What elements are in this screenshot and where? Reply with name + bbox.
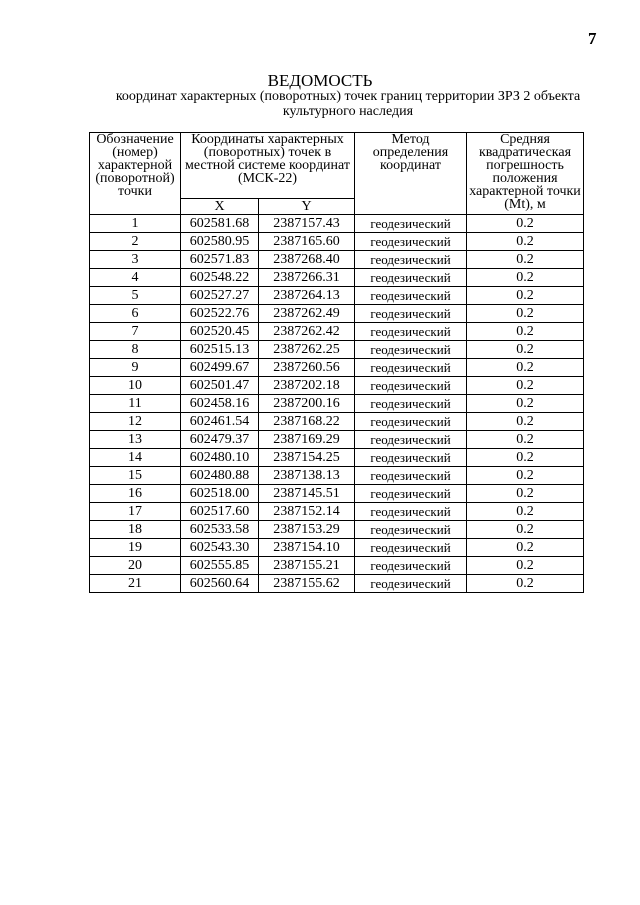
point-number-cell: 11 bbox=[90, 395, 181, 413]
table-row bbox=[90, 359, 584, 377]
accuracy-cell: 0.2 bbox=[467, 575, 584, 593]
accuracy-cell: 0.2 bbox=[467, 305, 584, 323]
point-number-cell: 2 bbox=[90, 233, 181, 251]
method-cell: геодезический bbox=[355, 503, 467, 521]
accuracy-cell: 0.2 bbox=[467, 215, 584, 233]
method-cell: геодезический bbox=[355, 359, 467, 377]
method-cell: геодезический bbox=[355, 323, 467, 341]
y-coordinate-cell: 2387145.51 bbox=[259, 485, 355, 503]
y-coordinate-cell: 2387168.22 bbox=[259, 413, 355, 431]
accuracy-cell: 0.2 bbox=[467, 557, 584, 575]
accuracy-cell: 0.2 bbox=[467, 449, 584, 467]
header-y: Y bbox=[259, 199, 355, 215]
point-number-cell: 1 bbox=[90, 215, 181, 233]
y-coordinate-cell: 2387153.29 bbox=[259, 521, 355, 539]
y-coordinate-cell: 2387157.43 bbox=[259, 215, 355, 233]
x-coordinate-cell: 602548.22 bbox=[181, 269, 259, 287]
method-cell: геодезический bbox=[355, 305, 467, 323]
x-coordinate-cell: 602571.83 bbox=[181, 251, 259, 269]
point-number-cell: 6 bbox=[90, 305, 181, 323]
page-number: 7 bbox=[588, 29, 597, 48]
table-row bbox=[90, 575, 584, 593]
point-number-cell: 21 bbox=[90, 575, 181, 593]
method-cell: геодезический bbox=[355, 251, 467, 269]
x-coordinate-cell: 602580.95 bbox=[181, 233, 259, 251]
table-row bbox=[90, 557, 584, 575]
y-coordinate-cell: 2387264.13 bbox=[259, 287, 355, 305]
accuracy-cell: 0.2 bbox=[467, 395, 584, 413]
document-subtitle: координат характерных (поворотных) точек границ территории ЗРЗ 2 объекта культурного наследия bbox=[115, 89, 581, 119]
x-coordinate-cell: 602515.13 bbox=[181, 341, 259, 359]
coordinates-table bbox=[89, 132, 584, 593]
y-coordinate-cell: 2387200.16 bbox=[259, 395, 355, 413]
method-cell: геодезический bbox=[355, 449, 467, 467]
y-coordinate-cell: 2387169.29 bbox=[259, 431, 355, 449]
accuracy-cell: 0.2 bbox=[467, 503, 584, 521]
method-cell: геодезический bbox=[355, 341, 467, 359]
header-point: Обозначение (номер) характерной (поворотной) точки bbox=[90, 133, 181, 215]
table-row bbox=[90, 341, 584, 359]
accuracy-cell: 0.2 bbox=[467, 359, 584, 377]
accuracy-cell: 0.2 bbox=[467, 377, 584, 395]
x-coordinate-cell: 602560.64 bbox=[181, 575, 259, 593]
method-cell: геодезический bbox=[355, 521, 467, 539]
point-number-cell: 15 bbox=[90, 467, 181, 485]
table-row bbox=[90, 269, 584, 287]
header-method: Метод определения координат bbox=[355, 133, 467, 215]
table-row bbox=[90, 233, 584, 251]
method-cell: геодезический bbox=[355, 395, 467, 413]
method-cell: геодезический bbox=[355, 215, 467, 233]
method-cell: геодезический bbox=[355, 431, 467, 449]
accuracy-cell: 0.2 bbox=[467, 539, 584, 557]
accuracy-cell: 0.2 bbox=[467, 233, 584, 251]
method-cell: геодезический bbox=[355, 485, 467, 503]
method-cell: геодезический bbox=[355, 269, 467, 287]
y-coordinate-cell: 2387155.62 bbox=[259, 575, 355, 593]
accuracy-cell: 0.2 bbox=[467, 431, 584, 449]
accuracy-cell: 0.2 bbox=[467, 287, 584, 305]
method-cell: геодезический bbox=[355, 539, 467, 557]
table-row bbox=[90, 431, 584, 449]
point-number-cell: 5 bbox=[90, 287, 181, 305]
x-coordinate-cell: 602499.67 bbox=[181, 359, 259, 377]
accuracy-cell: 0.2 bbox=[467, 341, 584, 359]
y-coordinate-cell: 2387154.10 bbox=[259, 539, 355, 557]
method-cell: геодезический bbox=[355, 467, 467, 485]
table-row bbox=[90, 215, 584, 233]
point-number-cell: 12 bbox=[90, 413, 181, 431]
table-row bbox=[90, 413, 584, 431]
x-coordinate-cell: 602522.76 bbox=[181, 305, 259, 323]
x-coordinate-cell: 602461.54 bbox=[181, 413, 259, 431]
document-title: ВЕДОМОСТЬ bbox=[267, 71, 373, 90]
x-coordinate-cell: 602518.00 bbox=[181, 485, 259, 503]
table-row bbox=[90, 395, 584, 413]
accuracy-cell: 0.2 bbox=[467, 467, 584, 485]
method-cell: геодезический bbox=[355, 233, 467, 251]
point-number-cell: 9 bbox=[90, 359, 181, 377]
point-number-cell: 7 bbox=[90, 323, 181, 341]
point-number-cell: 10 bbox=[90, 377, 181, 395]
y-coordinate-cell: 2387138.13 bbox=[259, 467, 355, 485]
table-row bbox=[90, 521, 584, 539]
x-coordinate-cell: 602480.10 bbox=[181, 449, 259, 467]
x-coordinate-cell: 602458.16 bbox=[181, 395, 259, 413]
accuracy-cell: 0.2 bbox=[467, 251, 584, 269]
x-coordinate-cell: 602533.58 bbox=[181, 521, 259, 539]
accuracy-cell: 0.2 bbox=[467, 521, 584, 539]
point-number-cell: 19 bbox=[90, 539, 181, 557]
x-coordinate-cell: 602479.37 bbox=[181, 431, 259, 449]
y-coordinate-cell: 2387152.14 bbox=[259, 503, 355, 521]
method-cell: геодезический bbox=[355, 377, 467, 395]
header-x: X bbox=[181, 199, 259, 215]
y-coordinate-cell: 2387155.21 bbox=[259, 557, 355, 575]
accuracy-cell: 0.2 bbox=[467, 269, 584, 287]
point-number-cell: 13 bbox=[90, 431, 181, 449]
accuracy-cell: 0.2 bbox=[467, 323, 584, 341]
point-number-cell: 14 bbox=[90, 449, 181, 467]
table-row bbox=[90, 377, 584, 395]
x-coordinate-cell: 602555.85 bbox=[181, 557, 259, 575]
accuracy-cell: 0.2 bbox=[467, 413, 584, 431]
method-cell: геодезический bbox=[355, 287, 467, 305]
point-number-cell: 16 bbox=[90, 485, 181, 503]
table-row bbox=[90, 485, 584, 503]
y-coordinate-cell: 2387262.49 bbox=[259, 305, 355, 323]
x-coordinate-cell: 602527.27 bbox=[181, 287, 259, 305]
y-coordinate-cell: 2387268.40 bbox=[259, 251, 355, 269]
method-cell: геодезический bbox=[355, 557, 467, 575]
y-coordinate-cell: 2387262.42 bbox=[259, 323, 355, 341]
x-coordinate-cell: 602581.68 bbox=[181, 215, 259, 233]
point-number-cell: 3 bbox=[90, 251, 181, 269]
table-row bbox=[90, 251, 584, 269]
header-accuracy: Средняя квадратическая погрешность положения характерной точки (Mt), м bbox=[467, 133, 584, 215]
point-number-cell: 18 bbox=[90, 521, 181, 539]
point-number-cell: 8 bbox=[90, 341, 181, 359]
point-number-cell: 17 bbox=[90, 503, 181, 521]
y-coordinate-cell: 2387202.18 bbox=[259, 377, 355, 395]
table-row bbox=[90, 467, 584, 485]
table-row bbox=[90, 323, 584, 341]
method-cell: геодезический bbox=[355, 575, 467, 593]
y-coordinate-cell: 2387266.31 bbox=[259, 269, 355, 287]
x-coordinate-cell: 602501.47 bbox=[181, 377, 259, 395]
table-row bbox=[90, 503, 584, 521]
table-row bbox=[90, 539, 584, 557]
y-coordinate-cell: 2387260.56 bbox=[259, 359, 355, 377]
y-coordinate-cell: 2387154.25 bbox=[259, 449, 355, 467]
y-coordinate-cell: 2387165.60 bbox=[259, 233, 355, 251]
table-row bbox=[90, 287, 584, 305]
x-coordinate-cell: 602517.60 bbox=[181, 503, 259, 521]
point-number-cell: 4 bbox=[90, 269, 181, 287]
x-coordinate-cell: 602520.45 bbox=[181, 323, 259, 341]
header-coordinates: Координаты характерных (поворотных) точек в местной системе координат (МСК-22) bbox=[181, 133, 355, 199]
table-row bbox=[90, 305, 584, 323]
method-cell: геодезический bbox=[355, 413, 467, 431]
y-coordinate-cell: 2387262.25 bbox=[259, 341, 355, 359]
point-number-cell: 20 bbox=[90, 557, 181, 575]
accuracy-cell: 0.2 bbox=[467, 485, 584, 503]
x-coordinate-cell: 602480.88 bbox=[181, 467, 259, 485]
x-coordinate-cell: 602543.30 bbox=[181, 539, 259, 557]
table-row bbox=[90, 449, 584, 467]
